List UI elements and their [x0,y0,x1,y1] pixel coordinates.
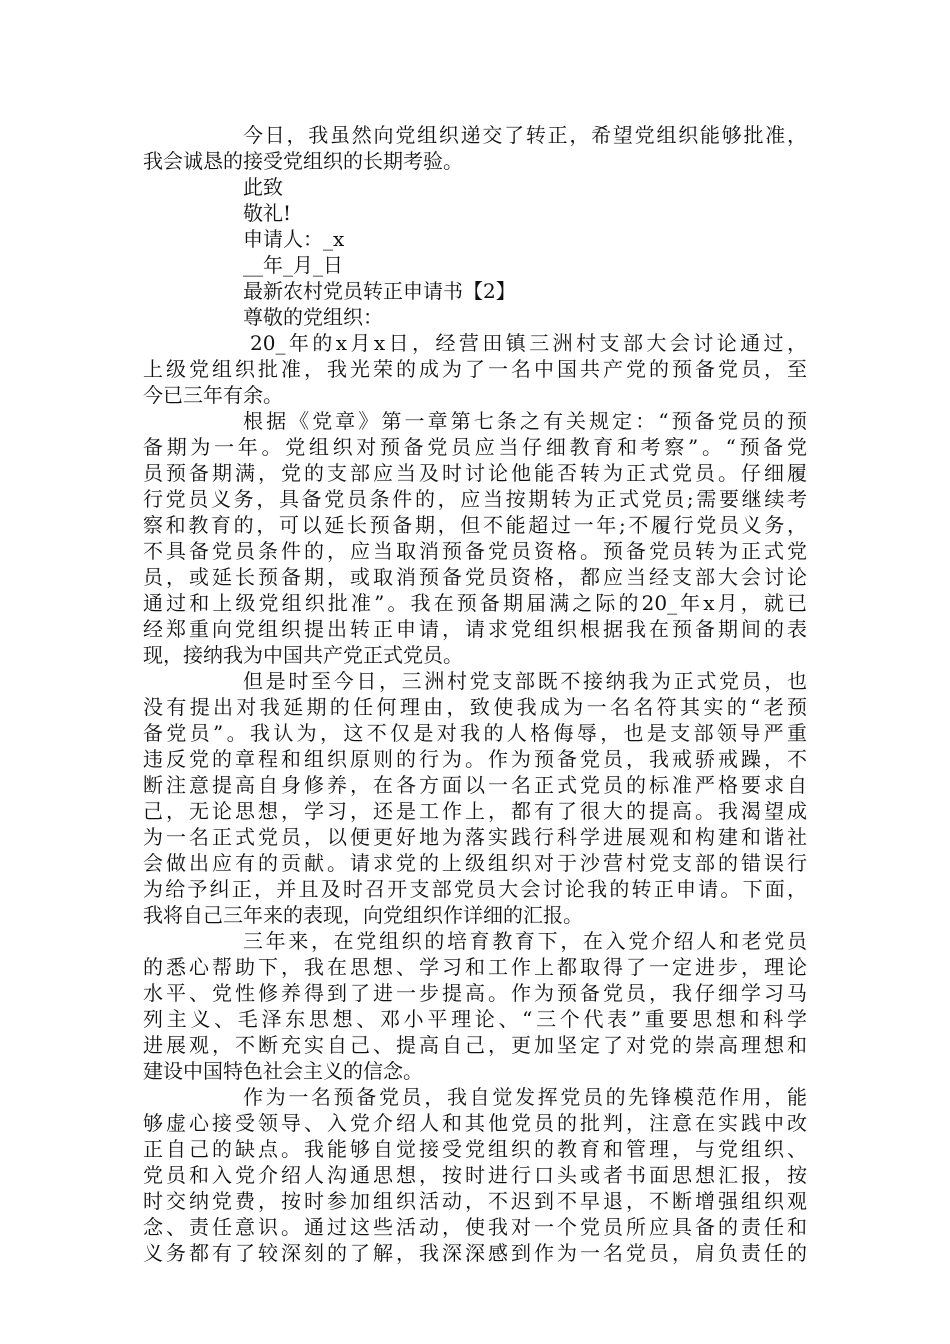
text-line: 时交纳党费，按时参加组织活动，不迟到不早退，不断增强组织观 [143,1189,807,1213]
text-line: 党员和入党介绍人沟通思想，按时进行口头或者书面思想汇报，按 [143,1163,807,1187]
text-line: 作为一名预备党员，我自觉发挥党员的先锋模范作用，能 [243,1085,807,1109]
text-line: 义务都有了较深刻的了解，我深深感到作为一名党员，肩负责任的 [143,1241,807,1265]
text-line: 通过和上级党组织批准”。我在预备期届满之际的20_年x月，就已 [143,591,807,615]
text-line: 进展观，不断充实自己、提高自己，更加坚定了对党的崇高理想和 [143,1033,807,1057]
text-line: 上级党组织批准，我光荣的成为了一名中国共产党的预备党员，至 [143,357,807,381]
text-line: 根据《党章》第一章第七条之有关规定：“预备党员的预 [243,409,807,433]
text-line: __年_月_日 [243,253,343,277]
text-line: 此致 [243,175,283,199]
text-line: 己，无论思想，学习，还是工作上，都有了很大的提高。我渴望成 [143,799,807,823]
text-line: 断注意提高自身修养，在各方面以一名正式党员的标准严格要求自 [143,773,807,797]
text-line: 尊敬的党组织： [243,305,383,329]
text-line: 现，接纳我为中国共产党正式党员。 [143,643,463,667]
text-line: 会做出应有的贡献。请求党的上级组织对于沙营村党支部的错误行 [143,851,807,875]
text-line: 不具备党员条件的，应当取消预备党员资格。预备党员转为正式党 [143,539,807,563]
text-line: 三年来，在党组织的培育教育下，在入党介绍人和老党员 [243,929,807,953]
text-line: 今日，我虽然向党组织递交了转正，希望党组织能够批准， [243,123,807,147]
text-line: 最新农村党员转正申请书【2】 [243,279,516,303]
text-line: 的悉心帮助下，我在思想、学习和工作上都取得了一定进步，理论 [143,955,807,979]
text-line: 备期为一年。党组织对预备党员应当仔细教育和考察”。“预备党 [143,435,807,459]
text-line: 备党员”。我认为，这不仅是对我的人格侮辱，也是支部领导严重 [143,721,807,745]
text-line: 察和教育的，可以延长预备期，但不能超过一年;不履行党员义务， [143,513,807,537]
text-line: 员预备期满，党的支部应当及时讨论他能否转为正式党员。仔细履 [143,461,807,485]
text-line: 员，或延长预备期，或取消预备党员资格，都应当经支部大会讨论 [143,565,807,589]
text-line: 念、责任意识。通过这些活动，使我对一个党员所应具备的责任和 [143,1215,807,1239]
text-line: 20_年的x月x日，经营田镇三洲村支部大会讨论通过， [250,331,807,355]
text-line: 违反党的章程和组织原则的行为。作为预备党员，我戒骄戒躁，不 [143,747,807,771]
text-line: 没有提出对我延期的任何理由，致使我成为一名名符其实的“老预 [143,695,807,719]
text-line: 水平、党性修养得到了进一步提高。作为预备党员，我仔细学习马 [143,981,807,1005]
text-line: 经郑重向党组织提出转正申请，请求党组织根据我在预备期间的表 [143,617,807,641]
text-line: 申请人：_x [243,227,345,251]
text-line: 但是时至今日，三洲村党支部既不接纳我为正式党员，也 [243,669,807,693]
text-line: 够虚心接受领导、入党介绍人和其他党员的批判，注意在实践中改 [143,1111,807,1135]
text-line: 为给予纠正，并且及时召开支部党员大会讨论我的转正申请。下面， [143,877,807,901]
text-line: 敬礼! [243,201,292,225]
text-line: 正自己的缺点。我能够自觉接受党组织的教育和管理，与党组织、 [143,1137,807,1161]
text-line: 列主义、毛泽东思想、邓小平理论、“三个代表”重要思想和科学 [143,1007,807,1031]
text-line: 建设中国特色社会主义的信念。 [143,1059,423,1083]
text-line: 今已三年有余。 [143,383,283,407]
text-line: 为一名正式党员，以便更好地为落实践行科学进展观和构建和谐社 [143,825,807,849]
text-line: 我将自己三年来的表现，向党组织作详细的汇报。 [143,903,583,927]
text-line: 我会诚恳的接受党组织的长期考验。 [143,149,463,173]
text-line: 行党员义务，具备党员条件的，应当按期转为正式党员;需要继续考 [143,487,807,511]
document-page [143,122,807,1266]
